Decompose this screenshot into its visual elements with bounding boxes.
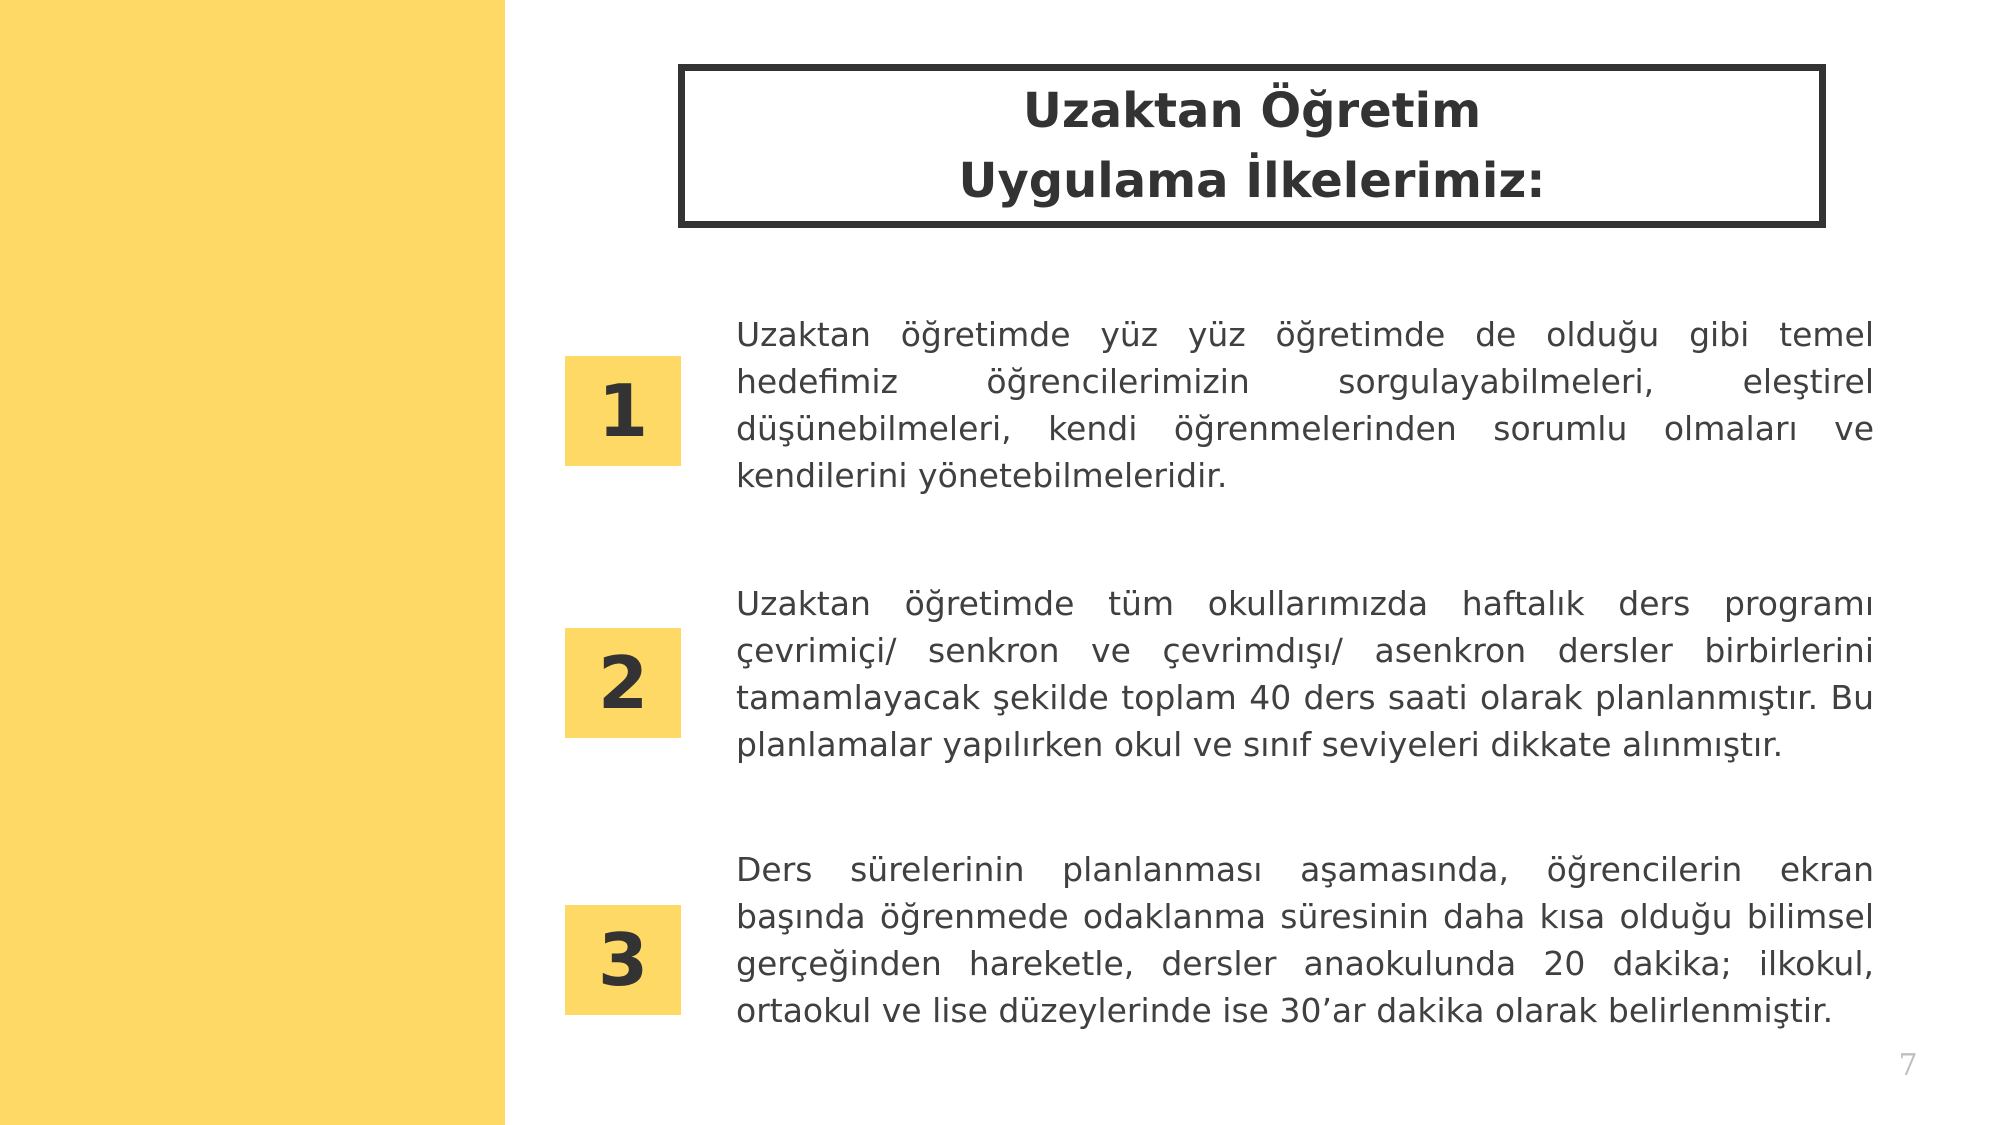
title-line-2: Uygulama İlkelerimiz:: [958, 153, 1546, 209]
item-number-3: 3: [597, 918, 649, 1002]
title-box: [678, 64, 1826, 228]
item-number-box-3: [565, 905, 681, 1015]
left-yellow-band: [0, 0, 505, 1125]
title-line-1: Uzaktan Öğretim: [1022, 83, 1482, 139]
item-text-3: Ders sürelerinin planlanması aşamasında, öğrencilerin ekran başında öğrenmede odaklanma süresinin daha kısa olduğu bilimsel gerçeğinden hareketle, dersler anaokulunda 20 dakika; ilkokul, ortaokul ve lise düzeylerinde ise 30’ar dakika olarak belirlenmiştir.: [736, 850, 1874, 1030]
item-number-2: 2: [597, 641, 649, 725]
item-number-box-2: [565, 628, 681, 738]
item-number-1: 1: [597, 369, 649, 453]
page-number: 7: [1898, 1048, 1918, 1083]
item-text-1: Uzaktan öğretimde yüz yüz öğretimde de olduğu gibi temel hedefimiz öğrencilerimizin sorgulayabilmeleri, eleştirel düşünebilmeleri, kendi öğrenmelerinden sorumlu olmaları ve kendilerini yönetebilmeleridir.: [736, 315, 1874, 495]
item-text-2: Uzaktan öğretimde tüm okullarımızda haftalık ders programı çevrimiçi/ senkron ve çevrimdışı/ asenkron dersler birbirlerini tamamlayacak şekilde toplam 40 ders saati olarak planlanmıştır. Bu planlamalar yapılırken okul ve sınıf seviyeleri dikkate alınmıştır.: [736, 584, 1874, 764]
item-number-box-1: [565, 356, 681, 466]
